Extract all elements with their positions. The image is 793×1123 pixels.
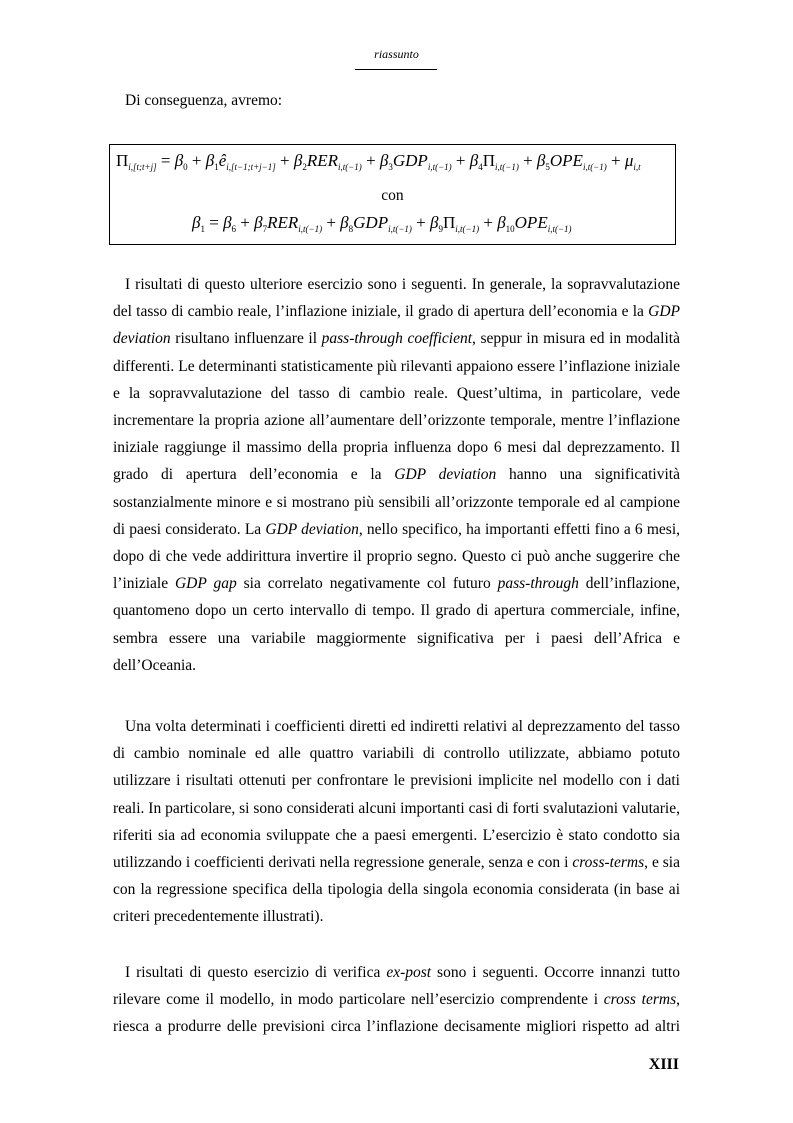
paragraph-results: [113, 271, 680, 679]
italic-term: GDP deviation: [265, 520, 359, 538]
running-header: riassunto: [374, 47, 419, 61]
text-run: sia correlato negativamente col futuro: [236, 575, 498, 593]
text-run: dell’inflazione, quantomeno dopo un certo intervallo di tempo. Il grado di apertura commerciale, infine, sembra essere una variabile maggiormente significativa per i paesi dell’Africa e dell’Oceania.: [113, 575, 681, 674]
italic-term: cross-terms: [572, 854, 645, 872]
text-run: , riesca a produrre delle previsioni circa l’inflazione decisamente migliori rispetto ad altri: [113, 991, 680, 1036]
text-run: Una volta determinati i coefficienti diretti ed indiretti relativi al deprezzamento del tasso di cambio nominale ed alle quattro variabili di controllo utilizzate, abbiamo potuto utilizzare i risultati ottenuti per confrontare le previsioni implicite nel modello con i dati reali. In particolare, si sono considerati alcuni importanti casi di forti svalutazioni valutarie, riferiti sia ad economia sviluppate che a paesi emergenti. L’esercizio è stato condotto sia utilizzando i coefficienti derivati nella regressione generale, senza e con i: [113, 718, 680, 872]
page-number: XIII: [648, 1056, 679, 1073]
equation-connector: con: [381, 187, 404, 204]
paragraph-ex-post-text: [113, 959, 680, 1041]
text-run: , e sia con la regressione specifica della tipologia della singola economia considerata (in base ai criteri precedentemente illustrati).: [113, 854, 680, 926]
main-equation: $\Pi_{i,[t;t+j]} = \beta_0$ + $\beta_1ê_{i,[t-1;t+j-1]} + \beta_2RER_{i,t(-1)} + \beta_3GDP_{i,t(-1)} + \beta_4\Pi_{i,t(-1)} + \beta_5OPE_{i,t(-1)} + \mu_{i,t}$: [116, 151, 641, 172]
italic-term: GDP gap: [174, 575, 237, 593]
italic-term: ex-post: [386, 964, 432, 981]
intro-line: Di conseguenza, avremo:: [125, 92, 283, 109]
text-run: I risultati di questo esercizio di verifica: [125, 964, 387, 981]
text-run: , nello specifico, ha importanti effetti fino a 6 mesi, dopo di che vede addirittura invertire il proprio segno. Questo ci può anche suggerire che l’iniziale: [113, 520, 681, 593]
text-run: risultano influenzare il: [170, 330, 322, 348]
text-run: , seppur in misura ed in modalità differenti. Le determinanti statisticamente più rilevanti appaiono essere l’inflazione iniziale e la sopravvalutazione del tasso di cambio reale. Quest’ultima, in particolare, vede incrementare la propria azione all’aumentare dell’orizzonte temporale, mentre l’inflazione iniziale raggiunge il massimo della propria influenza dopo 6 mesi dal deprezzamento. Il grado di apertura dell’economia e la: [113, 330, 680, 484]
text-run: I risultati di questo ulteriore esercizio sono i seguenti. In generale, la sopravvalutazione del tasso di cambio reale, l’inflazione iniziale, il grado di apertura dell’economia e la: [113, 276, 680, 321]
italic-term: cross terms: [603, 991, 677, 1009]
beta1-equation: $\beta_1 = \beta_6 + \beta_7RER_{i,t(-1)} + \beta_8GDP_{i,t(-1)} + \beta_9\Pi_{i,t(-1)} + \beta_{10}OPE_{i,t(-1)}$: [192, 213, 572, 234]
italic-term: pass-through: [497, 575, 579, 593]
text-run: sono i seguenti. Occorre innanzi tutto rilevare come il modello, in modo particolare nell’esercizio comprendente i: [113, 964, 680, 1009]
paragraph-results-text: [113, 271, 680, 679]
header-rule: [355, 69, 437, 70]
paragraph-coefficients-text: [113, 713, 680, 931]
text-run: hanno una significatività sostanzialmente minore e si mostrano più sensibili all’orizzonte temporale ed al campione di paesi considerato. La: [113, 466, 680, 538]
italic-term: pass-through coefficient: [321, 330, 473, 348]
italic-term: GDP deviation: [394, 466, 497, 484]
paragraph-ex-post: [113, 959, 680, 1041]
italic-term: GDP deviation: [113, 303, 680, 348]
equation-box: [109, 144, 676, 245]
paragraph-coefficients: [113, 713, 680, 931]
